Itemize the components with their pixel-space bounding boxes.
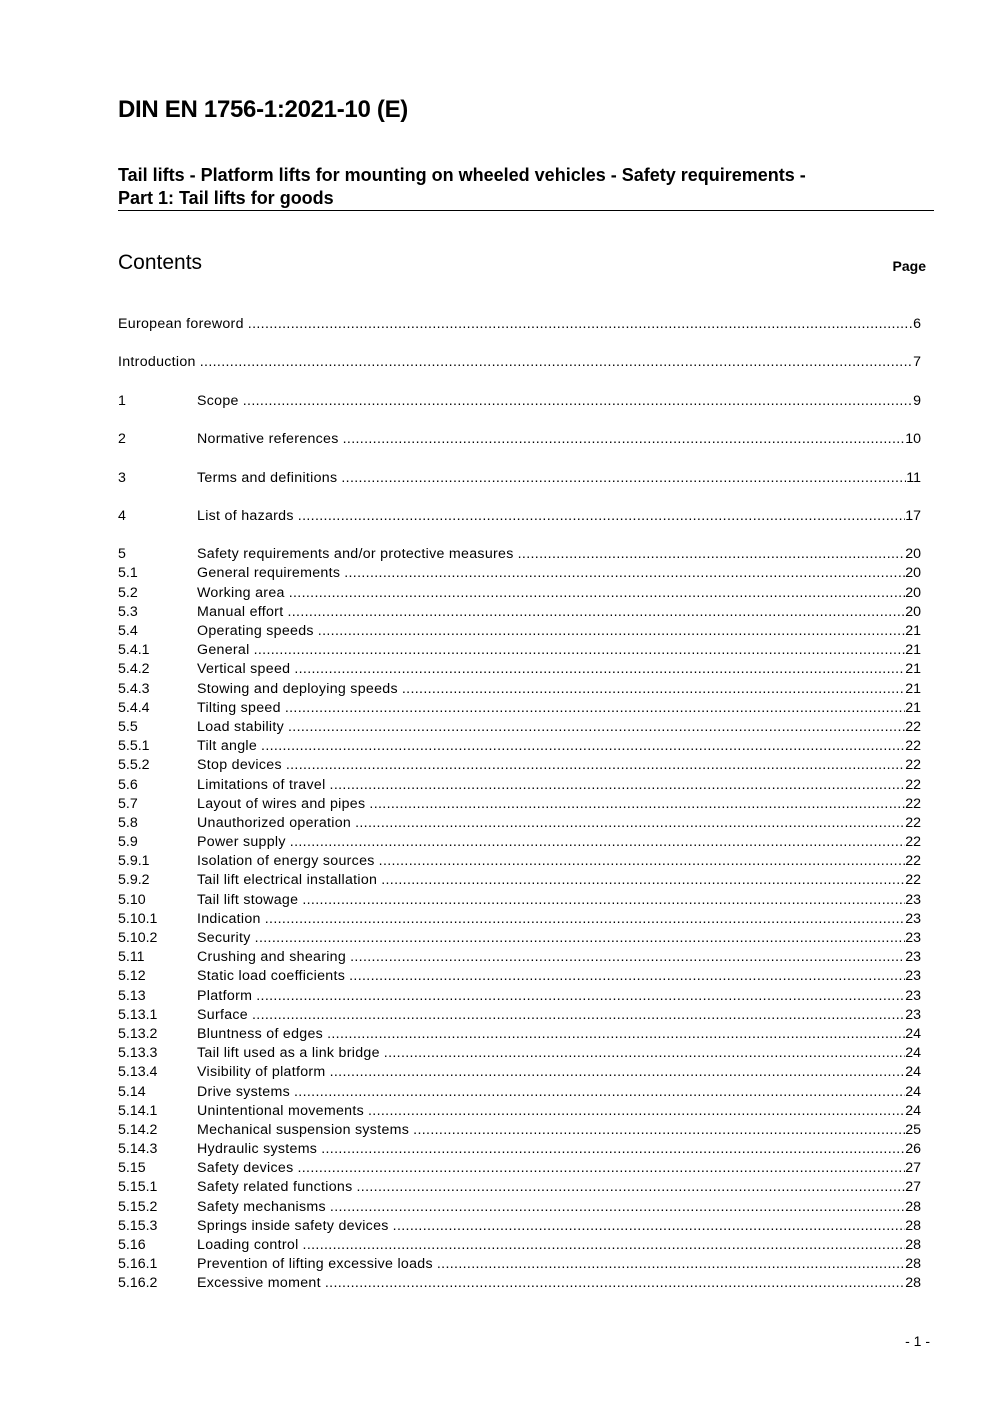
- toc-entry-page: 23: [905, 930, 921, 946]
- toc-entry[interactable]: [118, 1217, 921, 1236]
- toc-entry-label: Terms and definitions: [197, 469, 338, 486]
- toc-entry-number: 5.5.2: [118, 757, 150, 774]
- toc-entry[interactable]: [118, 584, 921, 603]
- dot-leader: [325, 1274, 905, 1293]
- toc-entry-page: 24: [905, 1025, 921, 1042]
- toc-entry-label: Stowing and deploying speeds: [197, 680, 398, 697]
- toc-entry-label: Safety requirements and/or protective measures: [197, 546, 514, 563]
- toc-entry[interactable]: [118, 699, 921, 718]
- dot-leader: [318, 622, 905, 641]
- document-title-line-1: Tail lifts - Platform lifts for mounting on wheeled vehicles - Safety requirements -: [118, 165, 806, 185]
- dot-leader: [287, 603, 905, 622]
- dot-leader: [243, 392, 913, 411]
- toc-entry-number: 5.13.2: [118, 1025, 158, 1042]
- dot-leader: [303, 1236, 906, 1255]
- toc-entry-label: Working area: [197, 584, 285, 601]
- toc-entry-label: Crushing and shearing: [197, 949, 347, 966]
- dot-leader: [344, 564, 905, 583]
- toc-entry-page: 28: [905, 1256, 921, 1273]
- toc-entry-page: 23: [905, 949, 921, 966]
- dot-leader: [343, 430, 906, 449]
- toc-entry[interactable]: [118, 545, 921, 564]
- table-of-contents: [118, 315, 921, 1294]
- toc-entry-page: 21: [905, 642, 921, 659]
- toc-entry-number: 5.4.1: [118, 642, 150, 659]
- toc-entry-page: 20: [905, 565, 921, 582]
- dot-leader: [327, 1025, 905, 1044]
- dot-leader: [330, 1063, 906, 1082]
- dot-leader: [350, 948, 905, 967]
- dot-leader: [356, 1178, 905, 1197]
- toc-entry-page: 20: [905, 584, 921, 601]
- toc-entry[interactable]: [118, 929, 921, 948]
- dot-leader: [290, 833, 905, 852]
- dot-leader: [402, 680, 905, 699]
- toc-entry-number: 5.14.2: [118, 1121, 158, 1138]
- toc-entry-label: Hydraulic systems: [197, 1141, 318, 1158]
- toc-entry-page: 28: [905, 1237, 921, 1253]
- toc-entry-number: 5.14.1: [118, 1102, 158, 1119]
- toc-entry[interactable]: [118, 353, 921, 372]
- toc-entry-page: 28: [905, 1275, 921, 1292]
- toc-entry[interactable]: [118, 1159, 921, 1178]
- dot-leader: [330, 1198, 905, 1217]
- toc-entry-number: 5.16: [118, 1237, 146, 1253]
- toc-entry[interactable]: [118, 507, 921, 526]
- dot-leader: [254, 641, 906, 660]
- toc-entry[interactable]: [118, 1198, 921, 1217]
- toc-entry[interactable]: [118, 718, 921, 737]
- dot-leader: [297, 1159, 905, 1178]
- toc-entry[interactable]: [118, 1236, 921, 1255]
- toc-entry-label: Stop devices: [197, 757, 282, 774]
- toc-entry[interactable]: [118, 852, 921, 871]
- toc-entry-label: Normative references: [197, 431, 339, 448]
- toc-entry-label: Operating speeds: [197, 623, 314, 639]
- toc-entry-page: 22: [905, 795, 921, 812]
- toc-entry-page: 22: [905, 872, 921, 889]
- toc-entry[interactable]: [118, 469, 921, 488]
- toc-entry-page: 10: [905, 431, 921, 448]
- toc-entry[interactable]: [118, 987, 921, 1006]
- dot-leader: [286, 756, 905, 775]
- dot-leader: [289, 584, 906, 603]
- toc-entry-number: 5.9.1: [118, 853, 150, 870]
- toc-entry[interactable]: [118, 1255, 921, 1274]
- document-title-line-2: Part 1: Tail lifts for goods: [118, 188, 334, 208]
- toc-entry-number: 5.16.1: [118, 1256, 158, 1273]
- document-title: [118, 164, 918, 210]
- dot-leader: [355, 814, 905, 833]
- toc-entry-label: Springs inside safety devices: [197, 1217, 389, 1234]
- toc-entry[interactable]: [118, 967, 921, 986]
- toc-entry-label: General: [197, 642, 250, 659]
- toc-entry-page: 23: [905, 987, 921, 1004]
- toc-entry-label: Introduction: [118, 354, 196, 371]
- dot-leader: [369, 795, 905, 814]
- dot-leader: [255, 929, 906, 948]
- toc-entry-label: Platform: [197, 987, 253, 1004]
- toc-entry-label: Layout of wires and pipes: [197, 795, 366, 812]
- toc-entry-number: 2: [118, 431, 126, 448]
- toc-entry-number: 5.15: [118, 1160, 146, 1177]
- toc-entry-number: 5.4.4: [118, 699, 150, 716]
- toc-entry-page: 22: [905, 718, 921, 735]
- dot-leader: [381, 871, 905, 890]
- toc-entry[interactable]: [118, 392, 921, 411]
- toc-entry-number: 5.4.2: [118, 661, 150, 678]
- toc-entry[interactable]: [118, 1274, 921, 1293]
- toc-entry-number: 5.12: [118, 968, 146, 985]
- toc-entry-label: Unauthorized operation: [197, 814, 352, 831]
- toc-entry-label: Safety mechanisms: [197, 1198, 326, 1215]
- toc-entry-number: 5.10.1: [118, 910, 158, 927]
- document-id: DIN EN 1756-1:2021-10 (E): [118, 96, 408, 123]
- toc-entry-number: 5.3: [118, 603, 138, 620]
- toc-entry-label: Indication: [197, 910, 261, 927]
- toc-entry-number: 5.14.3: [118, 1141, 158, 1158]
- dot-leader: [330, 776, 906, 795]
- dot-leader: [288, 718, 905, 737]
- toc-entry-label: Tilting speed: [197, 699, 281, 716]
- toc-entry-page: 24: [905, 1083, 921, 1100]
- dot-leader: [341, 469, 906, 488]
- toc-entry-number: 5.8: [118, 814, 138, 831]
- toc-entry-page: 20: [905, 546, 921, 563]
- toc-entry-number: 5.10: [118, 891, 146, 908]
- toc-entry-page: 20: [905, 603, 921, 620]
- toc-entry-label: Prevention of lifting excessive loads: [197, 1256, 433, 1273]
- contents-heading: Contents: [118, 251, 203, 274]
- dot-leader: [349, 967, 905, 986]
- dot-leader: [294, 1083, 905, 1102]
- toc-entry[interactable]: [118, 910, 921, 929]
- toc-entry-number: 5.15.1: [118, 1179, 158, 1196]
- dot-leader: [248, 315, 913, 334]
- toc-entry[interactable]: [118, 680, 921, 699]
- toc-entry-label: Drive systems: [197, 1083, 290, 1100]
- toc-entry-page: 22: [905, 757, 921, 774]
- toc-entry[interactable]: [118, 871, 921, 890]
- toc-entry-page: 9: [913, 392, 921, 409]
- toc-entry-number: 5.13: [118, 987, 146, 1004]
- toc-entry[interactable]: [118, 1063, 921, 1082]
- toc-entry-number: 4: [118, 507, 126, 524]
- dot-leader: [379, 852, 906, 871]
- toc-entry[interactable]: [118, 1006, 921, 1025]
- toc-entry-number: 5: [118, 546, 126, 563]
- toc-entry-page: 21: [905, 661, 921, 678]
- toc-entry-page: 21: [905, 680, 921, 697]
- dot-leader: [200, 353, 913, 372]
- toc-entry-label: Manual effort: [197, 603, 284, 620]
- toc-entry-label: Tail lift electrical installation: [197, 872, 378, 889]
- toc-entry-page: 24: [905, 1064, 921, 1081]
- dot-leader: [294, 660, 905, 679]
- toc-entry-number: 5.5: [118, 718, 138, 735]
- toc-entry[interactable]: [118, 948, 921, 967]
- dot-leader: [285, 699, 905, 718]
- toc-entry-label: Safety related functions: [197, 1179, 353, 1196]
- toc-entry-number: 5.6: [118, 776, 138, 793]
- toc-entry[interactable]: [118, 833, 921, 852]
- toc-entry-page: 24: [905, 1045, 921, 1062]
- toc-entry[interactable]: [118, 1025, 921, 1044]
- toc-entry[interactable]: [118, 814, 921, 833]
- toc-entry[interactable]: [118, 1140, 921, 1159]
- toc-entry[interactable]: [118, 1121, 921, 1140]
- toc-entry-page: 22: [905, 834, 921, 851]
- toc-entry-label: Power supply: [197, 834, 286, 851]
- toc-entry-page: 23: [905, 968, 921, 985]
- toc-entry-label: General requirements: [197, 565, 341, 582]
- dot-leader: [368, 1102, 905, 1121]
- dot-leader: [256, 987, 905, 1006]
- toc-entry-page: 23: [905, 1006, 921, 1023]
- toc-entry-number: 5.13.3: [118, 1045, 158, 1062]
- toc-entry-label: Static load coefficients: [197, 968, 346, 985]
- toc-entry[interactable]: [118, 795, 921, 814]
- toc-entry[interactable]: [118, 776, 921, 795]
- dot-leader: [384, 1044, 905, 1063]
- dot-leader: [252, 1006, 905, 1025]
- toc-entry-page: 22: [905, 814, 921, 831]
- toc-entry[interactable]: [118, 1178, 921, 1197]
- toc-entry-number: 5.13.1: [118, 1006, 158, 1023]
- toc-entry-page: 25: [905, 1121, 921, 1138]
- dot-leader: [437, 1255, 905, 1274]
- toc-entry-label: Security: [197, 930, 251, 946]
- toc-entry[interactable]: [118, 660, 921, 679]
- dot-leader: [265, 910, 905, 929]
- toc-entry[interactable]: [118, 603, 921, 622]
- dot-leader: [518, 545, 906, 564]
- toc-entry-label: Isolation of energy sources: [197, 853, 375, 870]
- toc-entry-page: 26: [905, 1141, 921, 1158]
- toc-entry-page: 24: [905, 1102, 921, 1119]
- toc-entry-page: 23: [905, 891, 921, 908]
- toc-entry[interactable]: [118, 1102, 921, 1121]
- toc-entry-label: Tail lift stowage: [197, 891, 299, 908]
- toc-entry-number: 5.4.3: [118, 680, 150, 697]
- toc-entry-number: 5.5.1: [118, 738, 150, 755]
- page-number: - 1 -: [905, 1333, 930, 1349]
- toc-entry[interactable]: [118, 564, 921, 583]
- toc-entry-label: Visibility of platform: [197, 1064, 326, 1081]
- dot-leader: [413, 1121, 905, 1140]
- toc-entry-page: 27: [905, 1179, 921, 1196]
- toc-entry[interactable]: [118, 1083, 921, 1102]
- toc-entry-label: Unintentional movements: [197, 1102, 364, 1119]
- toc-entry-page: 28: [905, 1198, 921, 1215]
- page-column-label: Page: [892, 258, 926, 274]
- toc-entry[interactable]: [118, 641, 921, 660]
- toc-entry[interactable]: [118, 737, 921, 756]
- toc-entry-page: 21: [905, 699, 921, 716]
- toc-entry-number: 5.11: [118, 949, 145, 966]
- toc-entry[interactable]: [118, 622, 921, 641]
- toc-entry-page: 23: [905, 910, 921, 927]
- dot-leader: [393, 1217, 906, 1236]
- toc-entry-label: Tilt angle: [197, 738, 258, 755]
- toc-entry-number: 5.4: [118, 623, 138, 639]
- toc-entry-label: Excessive moment: [197, 1275, 321, 1292]
- toc-entry-number: 5.13.4: [118, 1064, 158, 1081]
- toc-entry-number: 5.1: [118, 565, 138, 582]
- toc-entry-page: 7: [913, 354, 921, 371]
- toc-entry-page: 11: [906, 469, 921, 486]
- toc-entry-label: Surface: [197, 1006, 248, 1023]
- toc-entry-label: European foreword: [118, 316, 244, 332]
- dot-leader: [321, 1140, 905, 1159]
- toc-entry-page: 17: [905, 507, 921, 524]
- toc-entry-label: Limitations of travel: [197, 776, 326, 793]
- toc-entry-page: 27: [905, 1160, 921, 1177]
- toc-entry-number: 3: [118, 469, 126, 486]
- toc-entry[interactable]: [118, 315, 921, 334]
- toc-entry-page: 28: [905, 1217, 921, 1234]
- toc-entry-number: 5.15.3: [118, 1217, 158, 1234]
- toc-entry-label: Bluntness of edges: [197, 1025, 324, 1042]
- toc-entry-label: Safety devices: [197, 1160, 294, 1177]
- toc-entry[interactable]: [118, 756, 921, 775]
- toc-entry-label: Mechanical suspension systems: [197, 1121, 410, 1138]
- toc-entry-label: Load stability: [197, 718, 285, 735]
- toc-entry-number: 5.15.2: [118, 1198, 158, 1215]
- toc-entry-label: Loading control: [197, 1237, 299, 1253]
- toc-entry-number: 5.7: [118, 795, 138, 812]
- toc-entry-label: Vertical speed: [197, 661, 291, 678]
- toc-entry-page: 22: [905, 853, 921, 870]
- toc-entry-number: 1: [118, 392, 126, 409]
- toc-entry-page: 22: [905, 776, 921, 793]
- toc-entry-label: List of hazards: [197, 507, 294, 524]
- toc-entry-number: 5.9.2: [118, 872, 150, 889]
- toc-entry-page: 21: [905, 623, 921, 639]
- toc-entry-number: 5.14: [118, 1083, 146, 1100]
- dot-leader: [302, 891, 905, 910]
- toc-entry-label: Scope: [197, 392, 239, 409]
- toc-entry-number: 5.16.2: [118, 1275, 158, 1292]
- toc-entry[interactable]: [118, 1044, 921, 1063]
- toc-entry[interactable]: [118, 430, 921, 449]
- dot-leader: [261, 737, 905, 756]
- toc-entry-number: 5.9: [118, 834, 138, 851]
- dot-leader: [298, 507, 905, 526]
- toc-entry-label: Tail lift used as a link bridge: [197, 1045, 380, 1062]
- toc-entry[interactable]: [118, 891, 921, 910]
- toc-entry-page: 22: [905, 738, 921, 755]
- title-divider: [118, 210, 934, 211]
- toc-entry-number: 5.10.2: [118, 930, 158, 946]
- toc-entry-number: 5.2: [118, 584, 138, 601]
- toc-entry-page: 6: [913, 316, 921, 332]
